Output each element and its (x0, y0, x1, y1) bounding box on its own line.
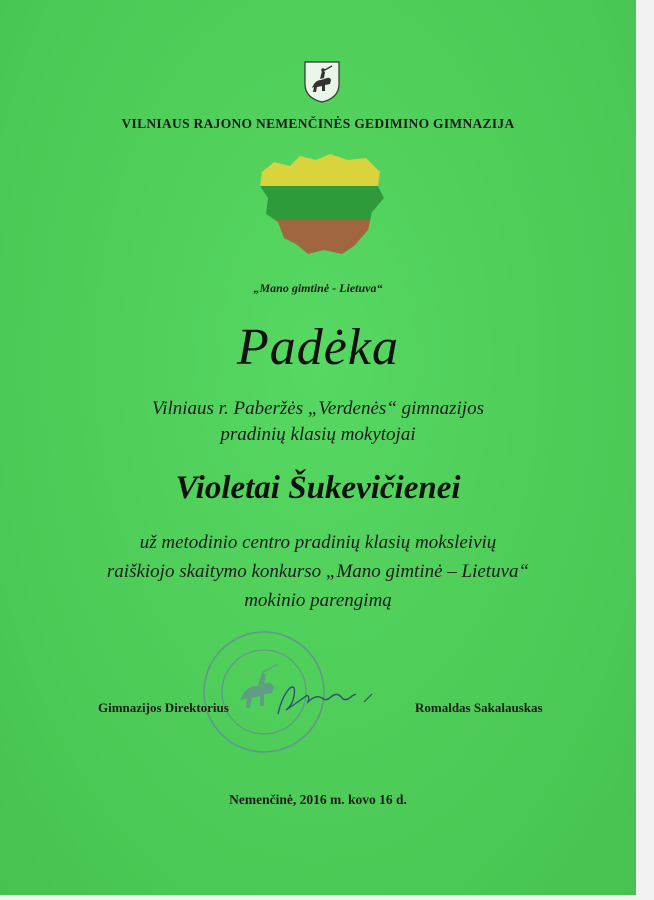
vytis-crest-icon (303, 60, 341, 104)
text-line-school: Vilniaus r. Paberžės „Verdenės“ gimnazijos (152, 398, 484, 419)
text-line-reason-2: raiškiojo skaitymo konkurso „Mano gimtinė – Lietuva“ (106, 561, 530, 582)
signature (272, 676, 382, 720)
text-line-reason-1: už metodinio centro pradinių klasių moksleivių (139, 532, 497, 553)
scan-edge-bottom (0, 895, 654, 900)
motto: „Mano gimtinė - Lietuva“ (253, 281, 383, 295)
lithuania-flag-map-icon (256, 150, 388, 260)
signatory-name: Romaldas Sakalauskas (415, 700, 543, 715)
recipient-name: Violetai Šukevičienei (175, 470, 461, 506)
school-name: VILNIAUS RAJONO NEMENČINĖS GEDIMINO GIMNAZIJA (121, 116, 515, 131)
text-line-position: pradinių klasių mokytojai (220, 424, 416, 445)
issue-date: Nemenčinė, 2016 m. kovo 16 d. (229, 792, 407, 807)
signatory-role: Gimnazijos Direktorius (98, 700, 229, 715)
scan-edge-right (636, 0, 654, 900)
certificate-title: Padėka (237, 319, 399, 376)
text-line-reason-3: mokinio parengimą (244, 590, 392, 611)
